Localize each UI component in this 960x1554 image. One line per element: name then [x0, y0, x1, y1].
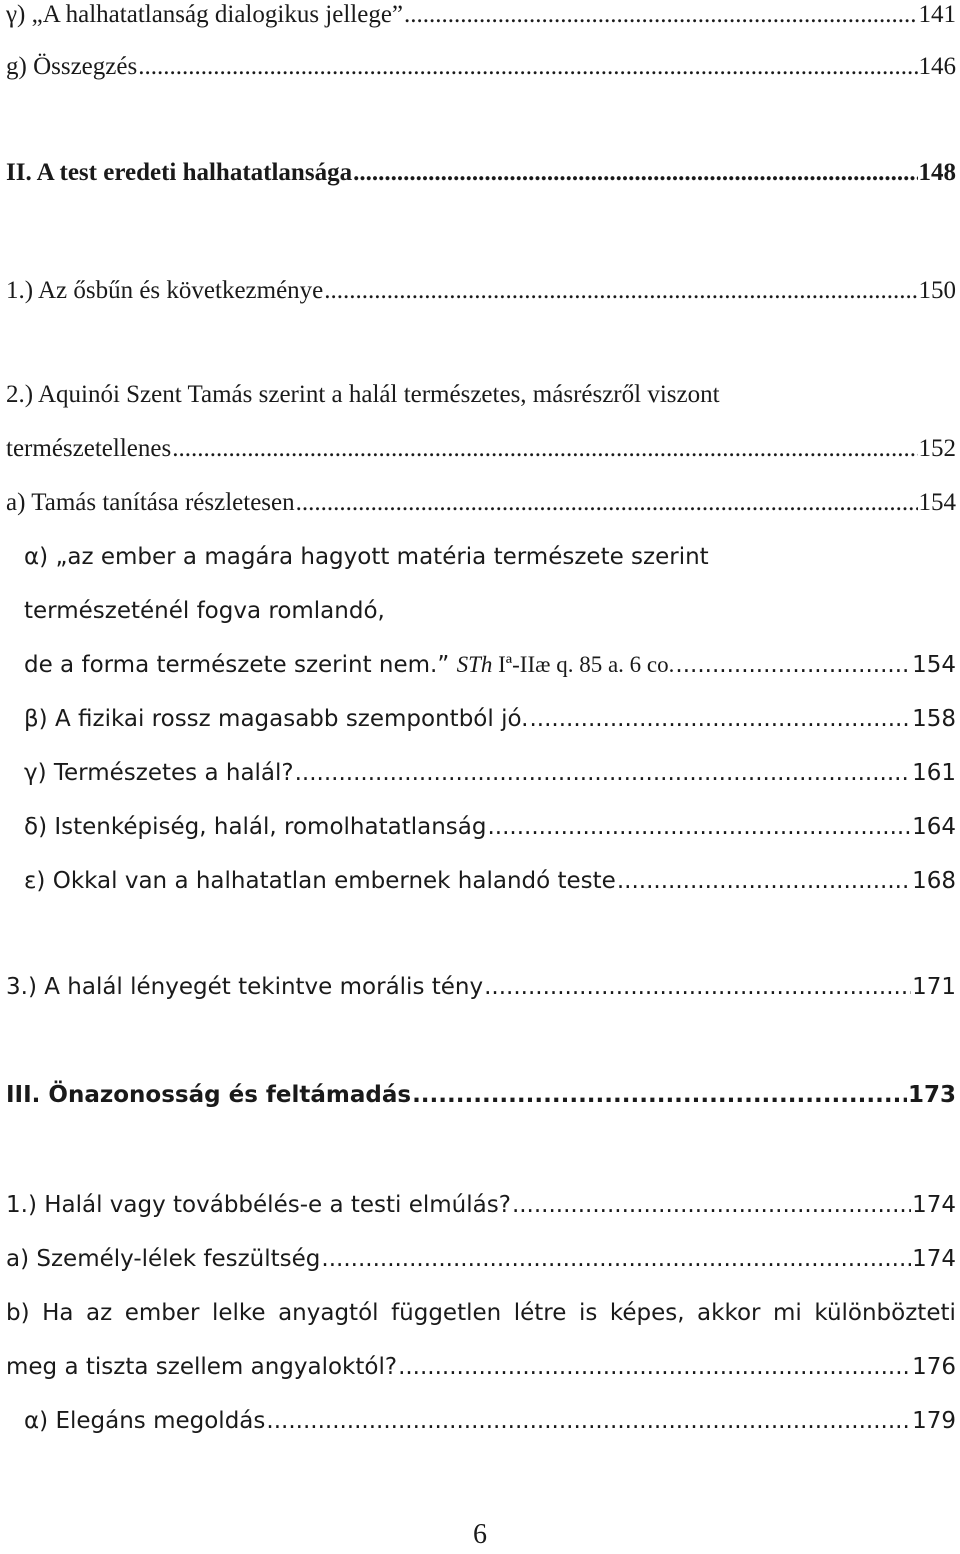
- toc-text-italic: STh: [456, 652, 493, 677]
- toc-entry-text: 3.) A halál lényegét tekintve morális tény: [6, 974, 484, 1000]
- toc-entry-text: a) Személy-lélek feszültség: [6, 1246, 321, 1272]
- toc-leader: [353, 158, 917, 188]
- toc-entry-elegant-solution: [24, 1406, 956, 1436]
- toc-leader: [529, 704, 911, 734]
- toc-entry-text: g) Összegzés: [6, 53, 138, 80]
- toc-entry-gamma-dialog: [6, 0, 956, 30]
- toc-word: b): [6, 1300, 30, 1326]
- toc-entry-aquinas-line1: [6, 380, 956, 410]
- toc-entry-text: δ) Istenképiség, halál, romolhatatlanság: [24, 814, 487, 840]
- toc-entry-text: ε) Okkal van a halhatatlan embernek halandó teste: [24, 868, 616, 894]
- toc-leader: [172, 434, 917, 464]
- toc-entry-death-or-survival: [6, 1190, 956, 1220]
- toc-page-number: 146: [918, 53, 956, 80]
- toc-entry-epsilon: [24, 866, 956, 896]
- toc-entry-text: γ) „A halhatatlanság dialogikus jellege”: [6, 1, 404, 28]
- toc-text-citation: Iª-IIæ q. 85 a. 6 co.: [492, 652, 675, 677]
- toc-entry-alpha-line1: [24, 542, 956, 572]
- toc-entry-gamma-natural: [24, 758, 956, 788]
- toc-page-number: 152: [918, 435, 956, 462]
- toc-word: független: [391, 1300, 502, 1326]
- toc-entry-thomas-teaching: [6, 488, 956, 518]
- toc-word: anyagtól: [278, 1300, 379, 1326]
- toc-leader: [324, 276, 917, 306]
- toc-entry-g-summary: [6, 52, 956, 82]
- toc-page-number: 158: [912, 706, 956, 732]
- page-number: 6: [473, 1519, 487, 1550]
- toc-entry-beta: [24, 704, 956, 734]
- toc-leader: [512, 1190, 911, 1220]
- toc-word: is: [578, 1300, 598, 1326]
- toc-leader: [404, 0, 917, 30]
- toc-entry-text: α) „az ember a magára hagyott matéria természete szerint: [24, 544, 709, 570]
- toc-leader: [138, 52, 917, 82]
- toc-entry-alpha-line2: [24, 596, 956, 626]
- toc-word: képes,: [609, 1300, 685, 1326]
- toc-entry-text: meg a tiszta szellem angyaloktól?: [6, 1354, 398, 1380]
- toc-entry-text: 1.) Halál vagy továbbélés-e a testi elmúlás?: [6, 1192, 511, 1218]
- toc-entry-text: 1.) Az ősbűn és következménye: [6, 277, 324, 304]
- toc-page-number: 154: [912, 652, 956, 678]
- toc-leader: [675, 650, 911, 680]
- toc-word: akkor: [697, 1300, 761, 1326]
- toc-entry-aquinas-line2: [6, 434, 956, 464]
- toc-entry-b-line2: [6, 1352, 956, 1382]
- toc-entry-moral-fact: [6, 972, 956, 1002]
- toc-page-number: 150: [918, 277, 956, 304]
- toc-entry-text: II. A test eredeti halhatatlansága: [6, 159, 353, 186]
- toc-entry-text: természeténél fogva romlandó,: [24, 598, 385, 624]
- toc-entry-text: γ) Természetes a halál?: [24, 760, 294, 786]
- toc-entry-text: [24, 650, 674, 680]
- toc-leader: [484, 972, 911, 1002]
- toc-leader: [487, 812, 911, 842]
- toc-leader: [295, 758, 911, 788]
- toc-entry-text: a) Tamás tanítása részletesen: [6, 489, 295, 516]
- toc-entry-original-sin: [6, 276, 956, 306]
- toc-page-number: 164: [912, 814, 956, 840]
- toc-page-number: 174: [912, 1192, 956, 1218]
- toc-leader: [412, 1080, 907, 1110]
- toc-page-number: 171: [912, 974, 956, 1000]
- toc-entry-alpha-line3: [24, 650, 956, 680]
- toc-entry-text: β) A fizikai rossz magasabb szempontból jó.: [24, 706, 529, 732]
- toc-entry-text: III. Önazonosság és feltámadás: [6, 1082, 412, 1108]
- toc-leader: [398, 1352, 911, 1382]
- toc-entry-part2: [6, 158, 956, 188]
- toc-entry-text: 2.) Aquinói Szent Tamás szerint a halál természetes, másrészről viszont: [6, 381, 720, 408]
- toc-page-number: 174: [912, 1246, 956, 1272]
- toc-entry-b-line1: [6, 1298, 956, 1328]
- toc-page-number: 141: [918, 1, 956, 28]
- toc-leader: [321, 1244, 911, 1274]
- toc-word: az: [86, 1300, 113, 1326]
- toc-word: Ha: [42, 1300, 74, 1326]
- toc-entry-text: α) Elegáns megoldás: [24, 1408, 266, 1434]
- toc-page-number: 154: [918, 489, 956, 516]
- toc-page-number: 173: [907, 1082, 956, 1108]
- toc-entry-person-soul: [6, 1244, 956, 1274]
- toc-word: különbözteti: [814, 1300, 956, 1326]
- toc-leader: [617, 866, 911, 896]
- toc-entry-part3: [6, 1080, 956, 1110]
- toc-entry-delta: [24, 812, 956, 842]
- toc-leader: [296, 488, 918, 518]
- toc-text-part: de a forma természete szerint nem.”: [24, 652, 457, 678]
- toc-page-number: 148: [918, 159, 956, 186]
- toc-page-number: 161: [912, 760, 956, 786]
- toc-word: ember: [124, 1300, 200, 1326]
- toc-page-number: 168: [912, 868, 956, 894]
- toc-leader: [266, 1406, 911, 1436]
- toc-word: létre: [513, 1300, 567, 1326]
- toc-page-number: 179: [912, 1408, 956, 1434]
- toc-page-number: 176: [912, 1354, 956, 1380]
- toc-entry-text: természetellenes: [6, 435, 172, 462]
- toc-word: mi: [773, 1300, 802, 1326]
- toc-word: lelke: [211, 1300, 266, 1326]
